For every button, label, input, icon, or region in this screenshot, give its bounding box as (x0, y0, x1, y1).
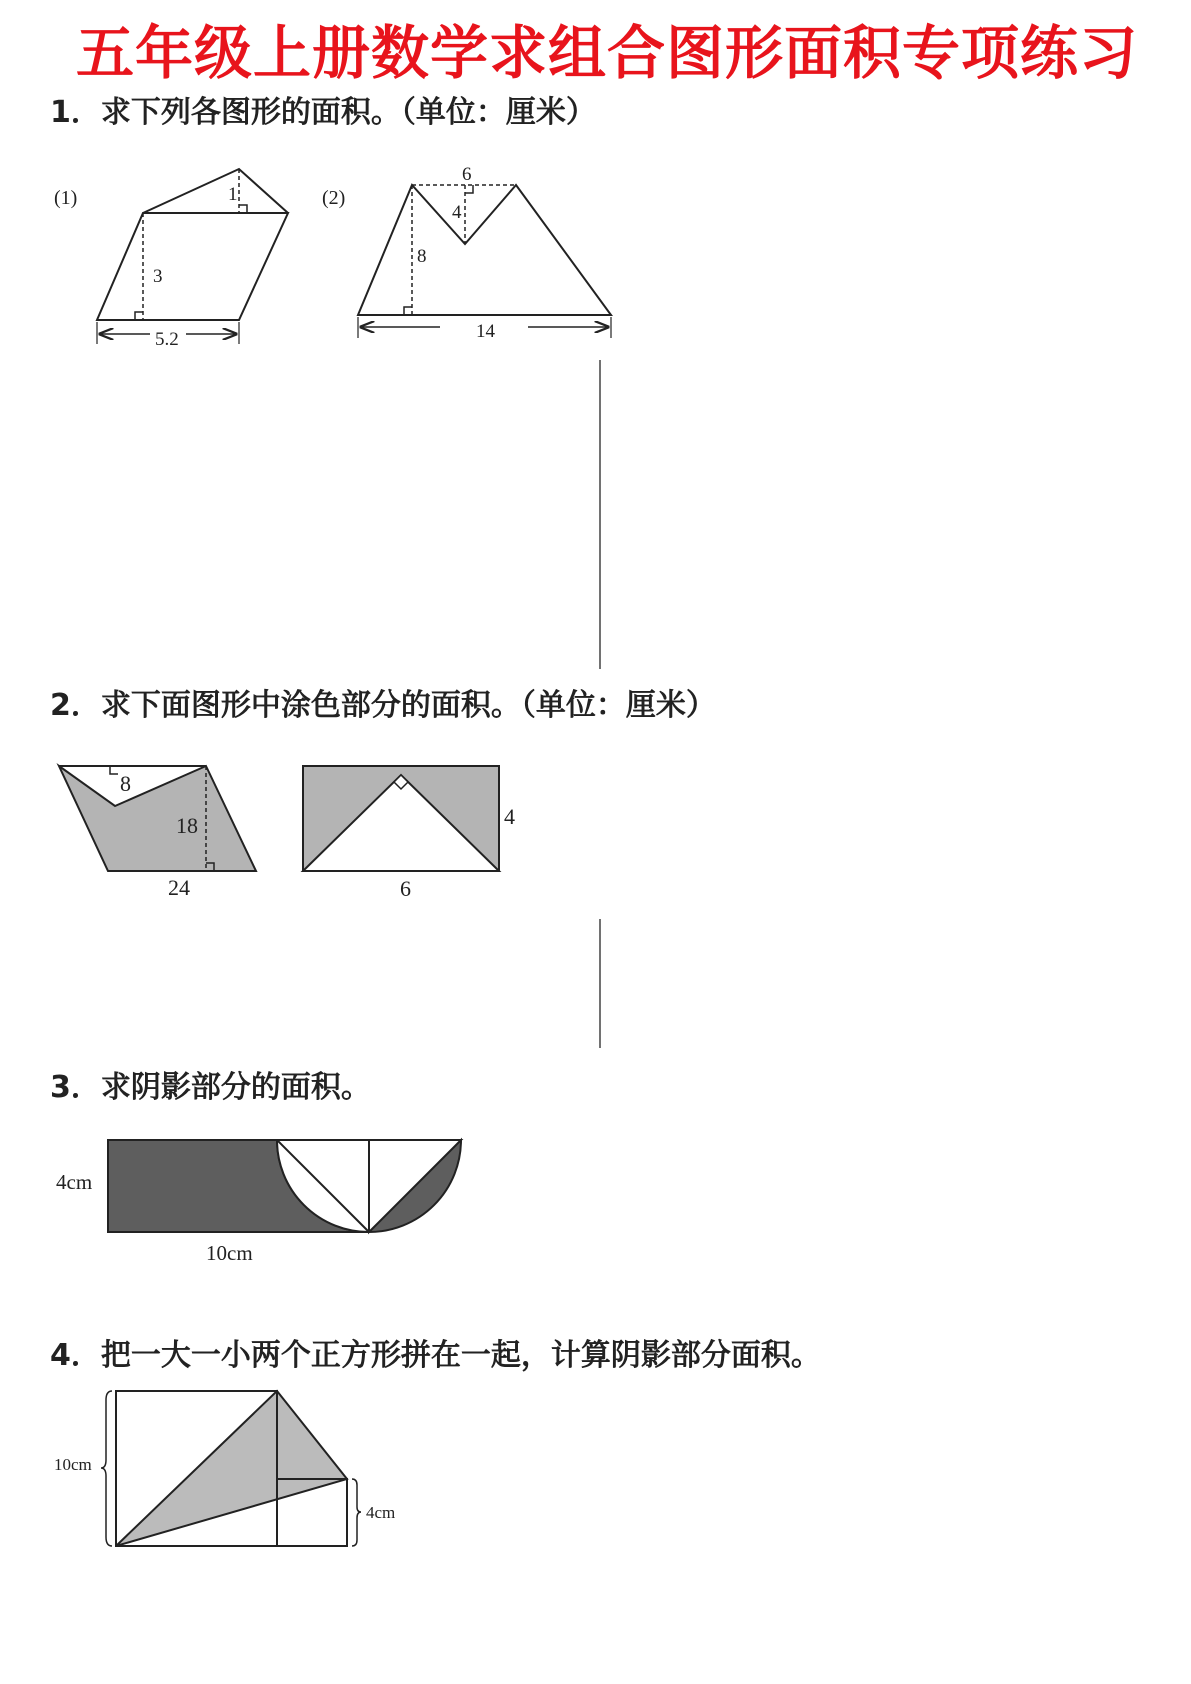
dim-label: 10cm (54, 1455, 92, 1474)
shaded-region (59, 766, 256, 871)
question-3-text: 3．求阴影部分的面积。 (50, 1070, 371, 1105)
question-4-text: 4．把一大一小两个正方形拼在一起，计算阴影部分面积。 (50, 1338, 821, 1373)
dim-label: 4cm (366, 1503, 396, 1522)
dim-label: 14 (476, 321, 495, 342)
right-angle-mark (239, 205, 247, 213)
dim-label: 4cm (56, 1170, 93, 1194)
right-angle-mark (110, 766, 118, 774)
m-shape (358, 185, 611, 315)
worksheet-title: 五年级上册数学求组合图形面积专项练习 (75, 19, 1138, 87)
figure-3 (56, 1140, 461, 1265)
right-angle-mark (135, 312, 143, 320)
shaded-triangle (116, 1391, 347, 1546)
dim-label: 5.2 (155, 329, 179, 350)
brace-10cm (101, 1391, 112, 1546)
figure-2-1 (59, 766, 256, 900)
brace-4cm (352, 1479, 361, 1546)
dim-label: 24 (168, 875, 190, 900)
question-1-text: 1．求下列各图形的面积。（单位：厘米） (50, 95, 596, 130)
figure-1-1 (54, 169, 288, 350)
dim-label: 6 (400, 876, 411, 901)
right-angle-mark (465, 185, 473, 193)
figure-1-2 (322, 164, 611, 342)
dim-label: 10cm (206, 1241, 253, 1265)
dim-label: 8 (417, 246, 427, 267)
figure-2-2 (303, 766, 515, 901)
dim-label: 6 (462, 164, 472, 185)
dim-label: 8 (120, 771, 131, 796)
figure-4 (54, 1391, 395, 1546)
triangle-shape (143, 169, 288, 213)
dim-label: 18 (176, 813, 198, 838)
dim-label: 4 (504, 804, 515, 829)
figure-label: (1) (54, 187, 78, 209)
dim-label: 1 (228, 184, 238, 205)
dim-label: 4 (452, 202, 462, 223)
question-2-text: 2．求下面图形中涂色部分的面积。（单位：厘米） (50, 688, 716, 723)
right-angle-mark (404, 307, 412, 315)
parallelogram-shape (97, 213, 288, 320)
figure-label: (2) (322, 187, 346, 209)
dim-label: 3 (153, 266, 163, 287)
